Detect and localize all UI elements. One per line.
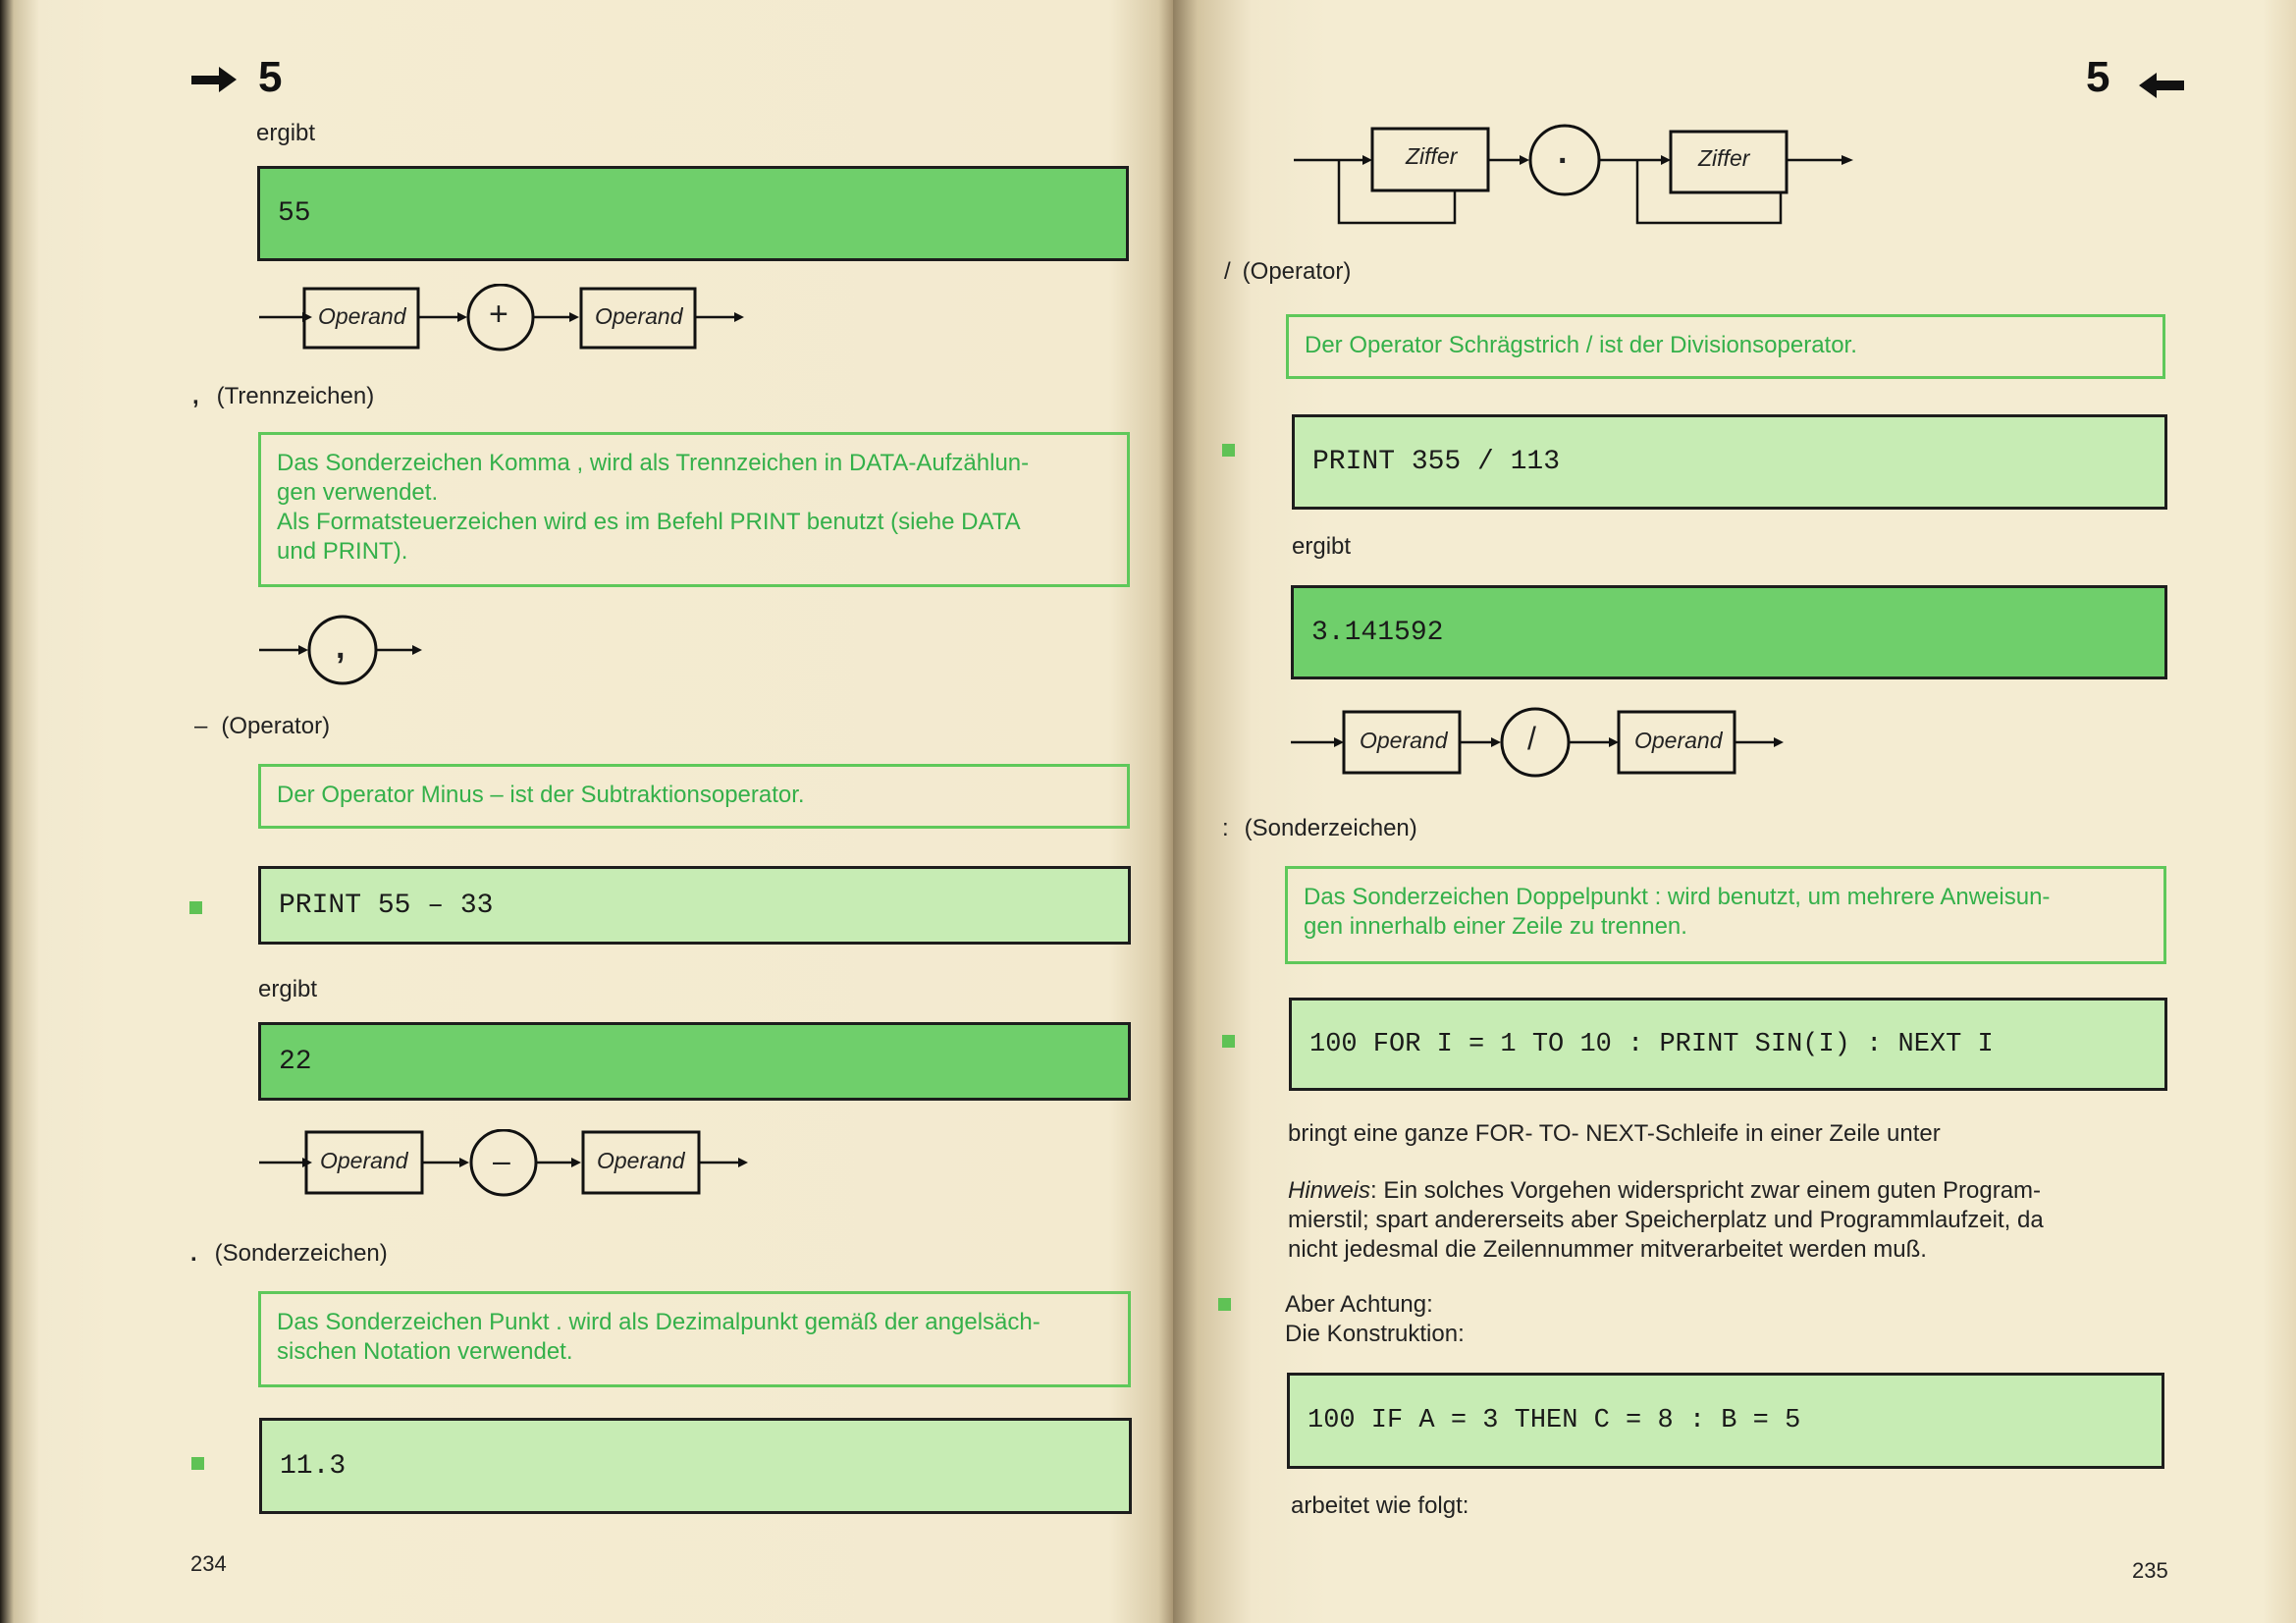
- syntax-diagram-comma: [257, 615, 434, 690]
- diagram-operand-right-3: Operand: [1634, 728, 1723, 753]
- left-marker-square-2: [191, 1457, 204, 1470]
- minus-code-box: [258, 866, 1131, 945]
- slash-heading-symbol: /: [1224, 258, 1231, 285]
- comma-desc-line-2: gen verwendet.: [277, 479, 439, 506]
- comma-heading-symbol: ,: [192, 383, 199, 409]
- colon-desc-line-2: gen innerhalb einer Zeile zu trennen.: [1304, 913, 1687, 940]
- if-code-box: [1287, 1373, 2164, 1469]
- point-code-box: [259, 1418, 1132, 1514]
- slash-heading-text: (Operator): [1242, 258, 1352, 285]
- caution-block: [1285, 1290, 1465, 1349]
- works-as-text: arbeitet wie folgt:: [1291, 1492, 1469, 1519]
- ergibt-label-right: ergibt: [1292, 533, 1352, 560]
- slash-code-box: [1292, 414, 2167, 510]
- comma-desc-line-4: und PRINT).: [277, 538, 408, 565]
- syntax-diagram-plus: [257, 284, 748, 357]
- diagram-ziffer-right: Ziffer: [1698, 145, 1750, 171]
- diagram-operand-left-2: Operand: [320, 1148, 408, 1173]
- chapter-arrow-left-icon: [2137, 73, 2184, 107]
- chapter-number: 5: [258, 53, 283, 101]
- result-value: 55: [278, 198, 311, 229]
- point-desc-line-2: sischen Notation verwendet.: [277, 1338, 573, 1365]
- slash-code: PRINT 355 / 113: [1312, 447, 1561, 477]
- chapter-number-right: 5: [2086, 53, 2110, 101]
- slash-result: 3.141592: [1311, 617, 1444, 648]
- right-marker-square-1: [1222, 444, 1235, 457]
- minus-desc-text: Der Operator Minus – ist der Subtraktionsoperator.: [277, 782, 805, 808]
- slash-heading: [1224, 258, 1351, 286]
- colon-heading: [1222, 815, 1417, 842]
- point-desc-line-1: Das Sonderzeichen Punkt . wird als Dezimalpunkt gemäß der angelsäch-: [277, 1309, 1041, 1335]
- comma-desc-line-1: Das Sonderzeichen Komma , wird als Trennzeichen in DATA-Aufzählun-: [277, 450, 1030, 476]
- colon-desc-line-1: Das Sonderzeichen Doppelpunkt : wird benutzt, um mehrere Anweisun-: [1304, 884, 2051, 910]
- diagram-ziffer-left: Ziffer: [1406, 143, 1458, 169]
- diagram-minus-operator: –: [493, 1143, 510, 1178]
- comma-desc-line-3: Als Formatsteuerzeichen wird es im Befehl PRINT benutzt (siehe DATA: [277, 509, 1021, 535]
- loop-note: bringt eine ganze FOR- TO- NEXT-Schleife in einer Zeile unter: [1288, 1120, 1941, 1147]
- minus-heading-text: (Operator): [221, 713, 331, 739]
- syntax-diagram-minus: [257, 1129, 753, 1203]
- slash-desc-text: Der Operator Schrägstrich / ist der Divisionsoperator.: [1305, 332, 1857, 358]
- diagram-operand-right-2: Operand: [597, 1148, 685, 1173]
- minus-heading: [194, 713, 330, 740]
- caution-line-2: Die Konstruktion:: [1285, 1321, 1465, 1347]
- hint-text-3: nicht jedesmal die Zeilennummer mitverarbeitet werden muß.: [1288, 1236, 1927, 1263]
- ergibt-label-2: ergibt: [258, 976, 318, 1002]
- diagram-operand-left-3: Operand: [1360, 728, 1448, 753]
- diagram-slash-operator: /: [1527, 721, 1536, 756]
- result-box-2: [258, 1022, 1131, 1101]
- hint-text-2: mierstil; spart andererseits aber Speicherplatz und Programmlaufzeit, da: [1288, 1207, 2044, 1233]
- diagram-operand-right: Operand: [595, 303, 683, 329]
- left-marker-square-1: [189, 901, 202, 914]
- colon-heading-symbol: :: [1222, 815, 1229, 841]
- colon-code: 100 FOR I = 1 TO 10 : PRINT SIN(I) : NEXT I: [1309, 1029, 1994, 1059]
- hint-paragraph: [1288, 1176, 2167, 1265]
- point-heading: [190, 1240, 388, 1268]
- colon-description-box: [1285, 866, 2166, 964]
- syntax-diagram-slash: [1291, 707, 1801, 784]
- right-marker-square-3: [1218, 1298, 1231, 1311]
- colon-code-box: [1289, 998, 2167, 1091]
- hint-text-1: : Ein solches Vorgehen widerspricht zwar einem guten Program-: [1370, 1177, 2042, 1204]
- page-number-right: 235: [2132, 1558, 2168, 1583]
- minus-description-box: [258, 764, 1130, 829]
- right-page: [1173, 0, 2296, 1623]
- colon-heading-text: (Sonderzeichen): [1244, 815, 1417, 841]
- result-box: [257, 166, 1129, 261]
- hint-label: Hinweis: [1288, 1177, 1371, 1204]
- result-value-2: 22: [279, 1046, 312, 1077]
- caution-line-1: Aber Achtung:: [1285, 1291, 1433, 1318]
- point-heading-text: (Sonderzeichen): [214, 1240, 388, 1267]
- minus-code: PRINT 55 – 33: [279, 890, 494, 921]
- syntax-diagram-ziffer: [1294, 122, 1863, 237]
- chapter-arrow-right-icon: [191, 65, 239, 99]
- slash-description-box: [1286, 314, 2165, 379]
- point-heading-symbol: .: [190, 1240, 197, 1267]
- comma-heading-text: (Trennzeichen): [216, 383, 375, 409]
- if-code: 100 IF A = 3 THEN C = 8 : B = 5: [1308, 1406, 1801, 1435]
- comma-description-box: [258, 432, 1130, 587]
- minus-heading-symbol: –: [194, 713, 208, 739]
- ergibt-label: ergibt: [256, 120, 316, 146]
- hint-line-1: [1288, 1176, 2167, 1206]
- diagram-comma-symbol: ,: [336, 628, 346, 666]
- slash-result-box: [1291, 585, 2167, 679]
- right-marker-square-2: [1222, 1035, 1235, 1048]
- diagram-plus-operator: +: [489, 296, 508, 333]
- comma-heading: [192, 383, 374, 410]
- page-number-left: 234: [190, 1551, 227, 1576]
- diagram-point-operator: .: [1558, 134, 1568, 171]
- point-code: 11.3: [280, 1450, 347, 1482]
- diagram-operand-left: Operand: [318, 303, 406, 329]
- point-description-box: [258, 1291, 1131, 1387]
